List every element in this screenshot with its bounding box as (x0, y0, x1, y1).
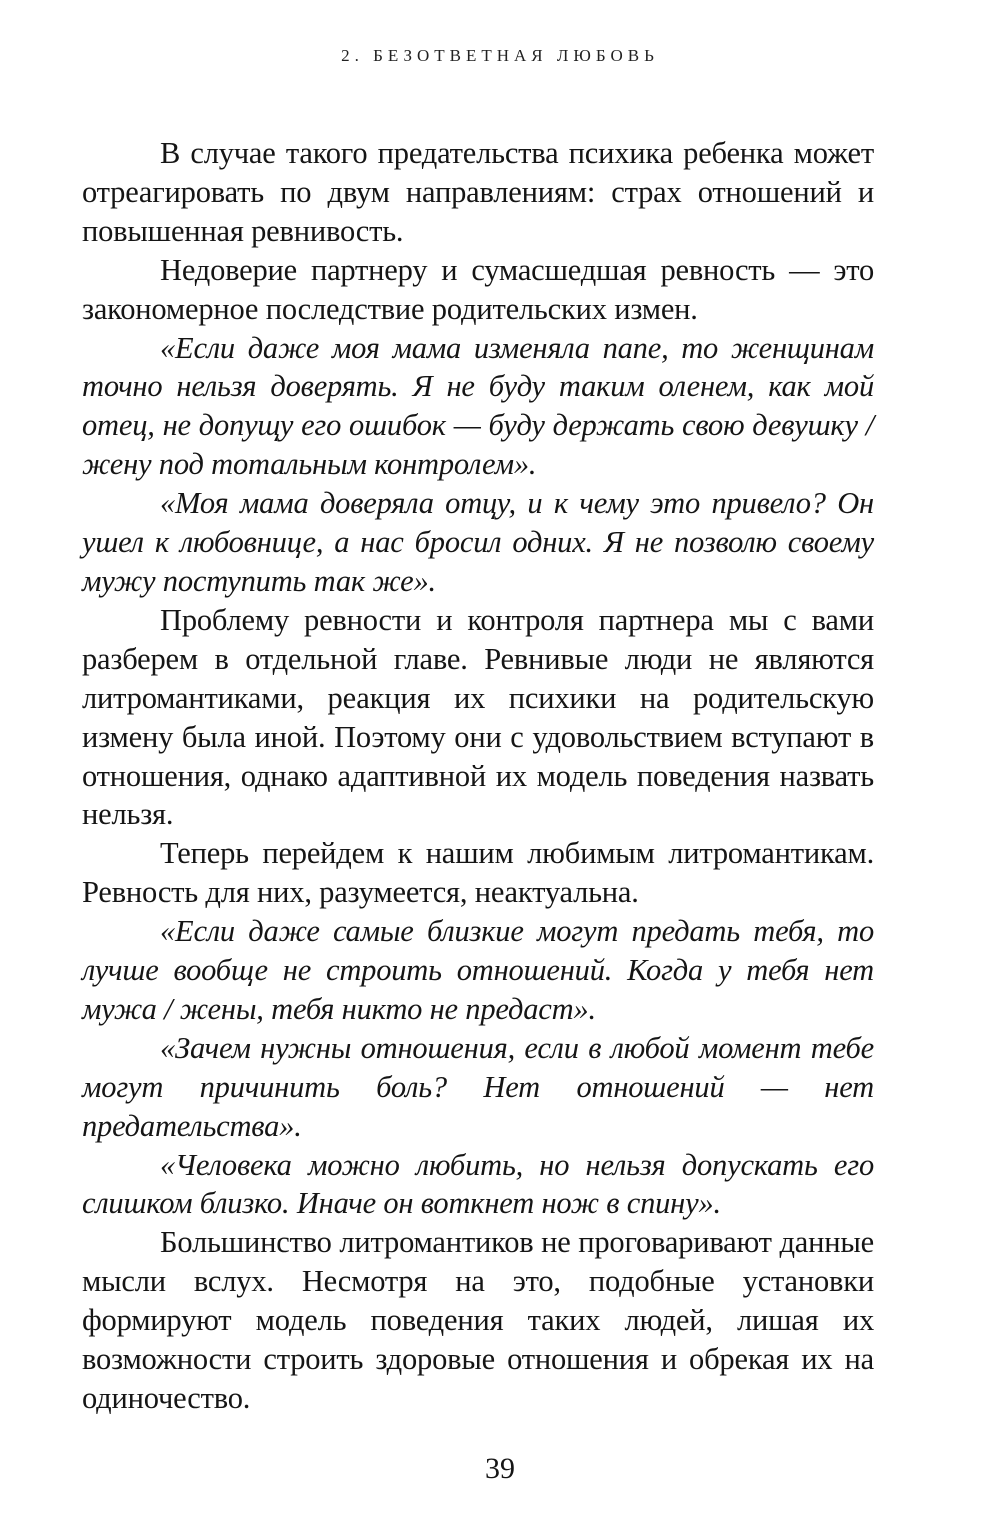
quote-paragraph: «Моя мама доверяла отцу, и к чему это привело? Он ушел к любовнице, а нас бросил одних. Я не позволю своему мужу поступить так же». (82, 486, 874, 598)
quote-paragraph: «Человека можно любить, но нельзя допускать его слишком близко. Иначе он воткнет нож в спину». (82, 1147, 874, 1221)
paragraph: Большинство литромантиков не проговаривают данные мысли вслух. Несмотря на это, подобные установки формируют модель поведения таких людей, лишая их возможности строить здоровые отношения и обрекая их на одиночество. (82, 1225, 874, 1415)
running-head: 2. БЕЗОТВЕТНАЯ ЛЮБОВЬ (341, 46, 659, 65)
body-text (82, 134, 874, 1418)
paragraph: Проблему ревности и контроля партнера мы с вами разберем в отдельной главе. Ревнивые люди не являются литромантиками, реакция их психики на родительскую измену была иной. Поэтому они с удовольствием вступают в отношения, однако адаптивной их модель поведения назвать нельзя. (82, 602, 874, 832)
quote-paragraph: «Если даже моя мама изменяла папе, то женщинам точно нельзя доверять. Я не буду таким оленем, как мой отец, не допущу его ошибок — буду держать свою девушку / жену под тотальным контролем». (82, 330, 874, 482)
paragraph: Теперь перейдем к нашим любимым литромантикам. Ревность для них, разумеется, неактуальна. (82, 836, 874, 910)
page-number: 39 (485, 1452, 515, 1485)
paragraph: Недоверие партнеру и сумасшедшая ревность — это закономерное последствие родительских измен. (82, 252, 874, 326)
paragraph: В случае такого предательства психика ребенка может отреагировать по двум направлениям: страх отношений и повышенная ревнивость. (82, 136, 874, 248)
quote-paragraph: «Если даже самые близкие могут предать тебя, то лучше вообще не строить отношений. Когда у тебя нет мужа / жены, тебя никто не предаст». (82, 914, 874, 1026)
quote-paragraph: «Зачем нужны отношения, если в любой момент тебе могут причинить боль? Нет отношений — нет предательства». (82, 1030, 874, 1143)
